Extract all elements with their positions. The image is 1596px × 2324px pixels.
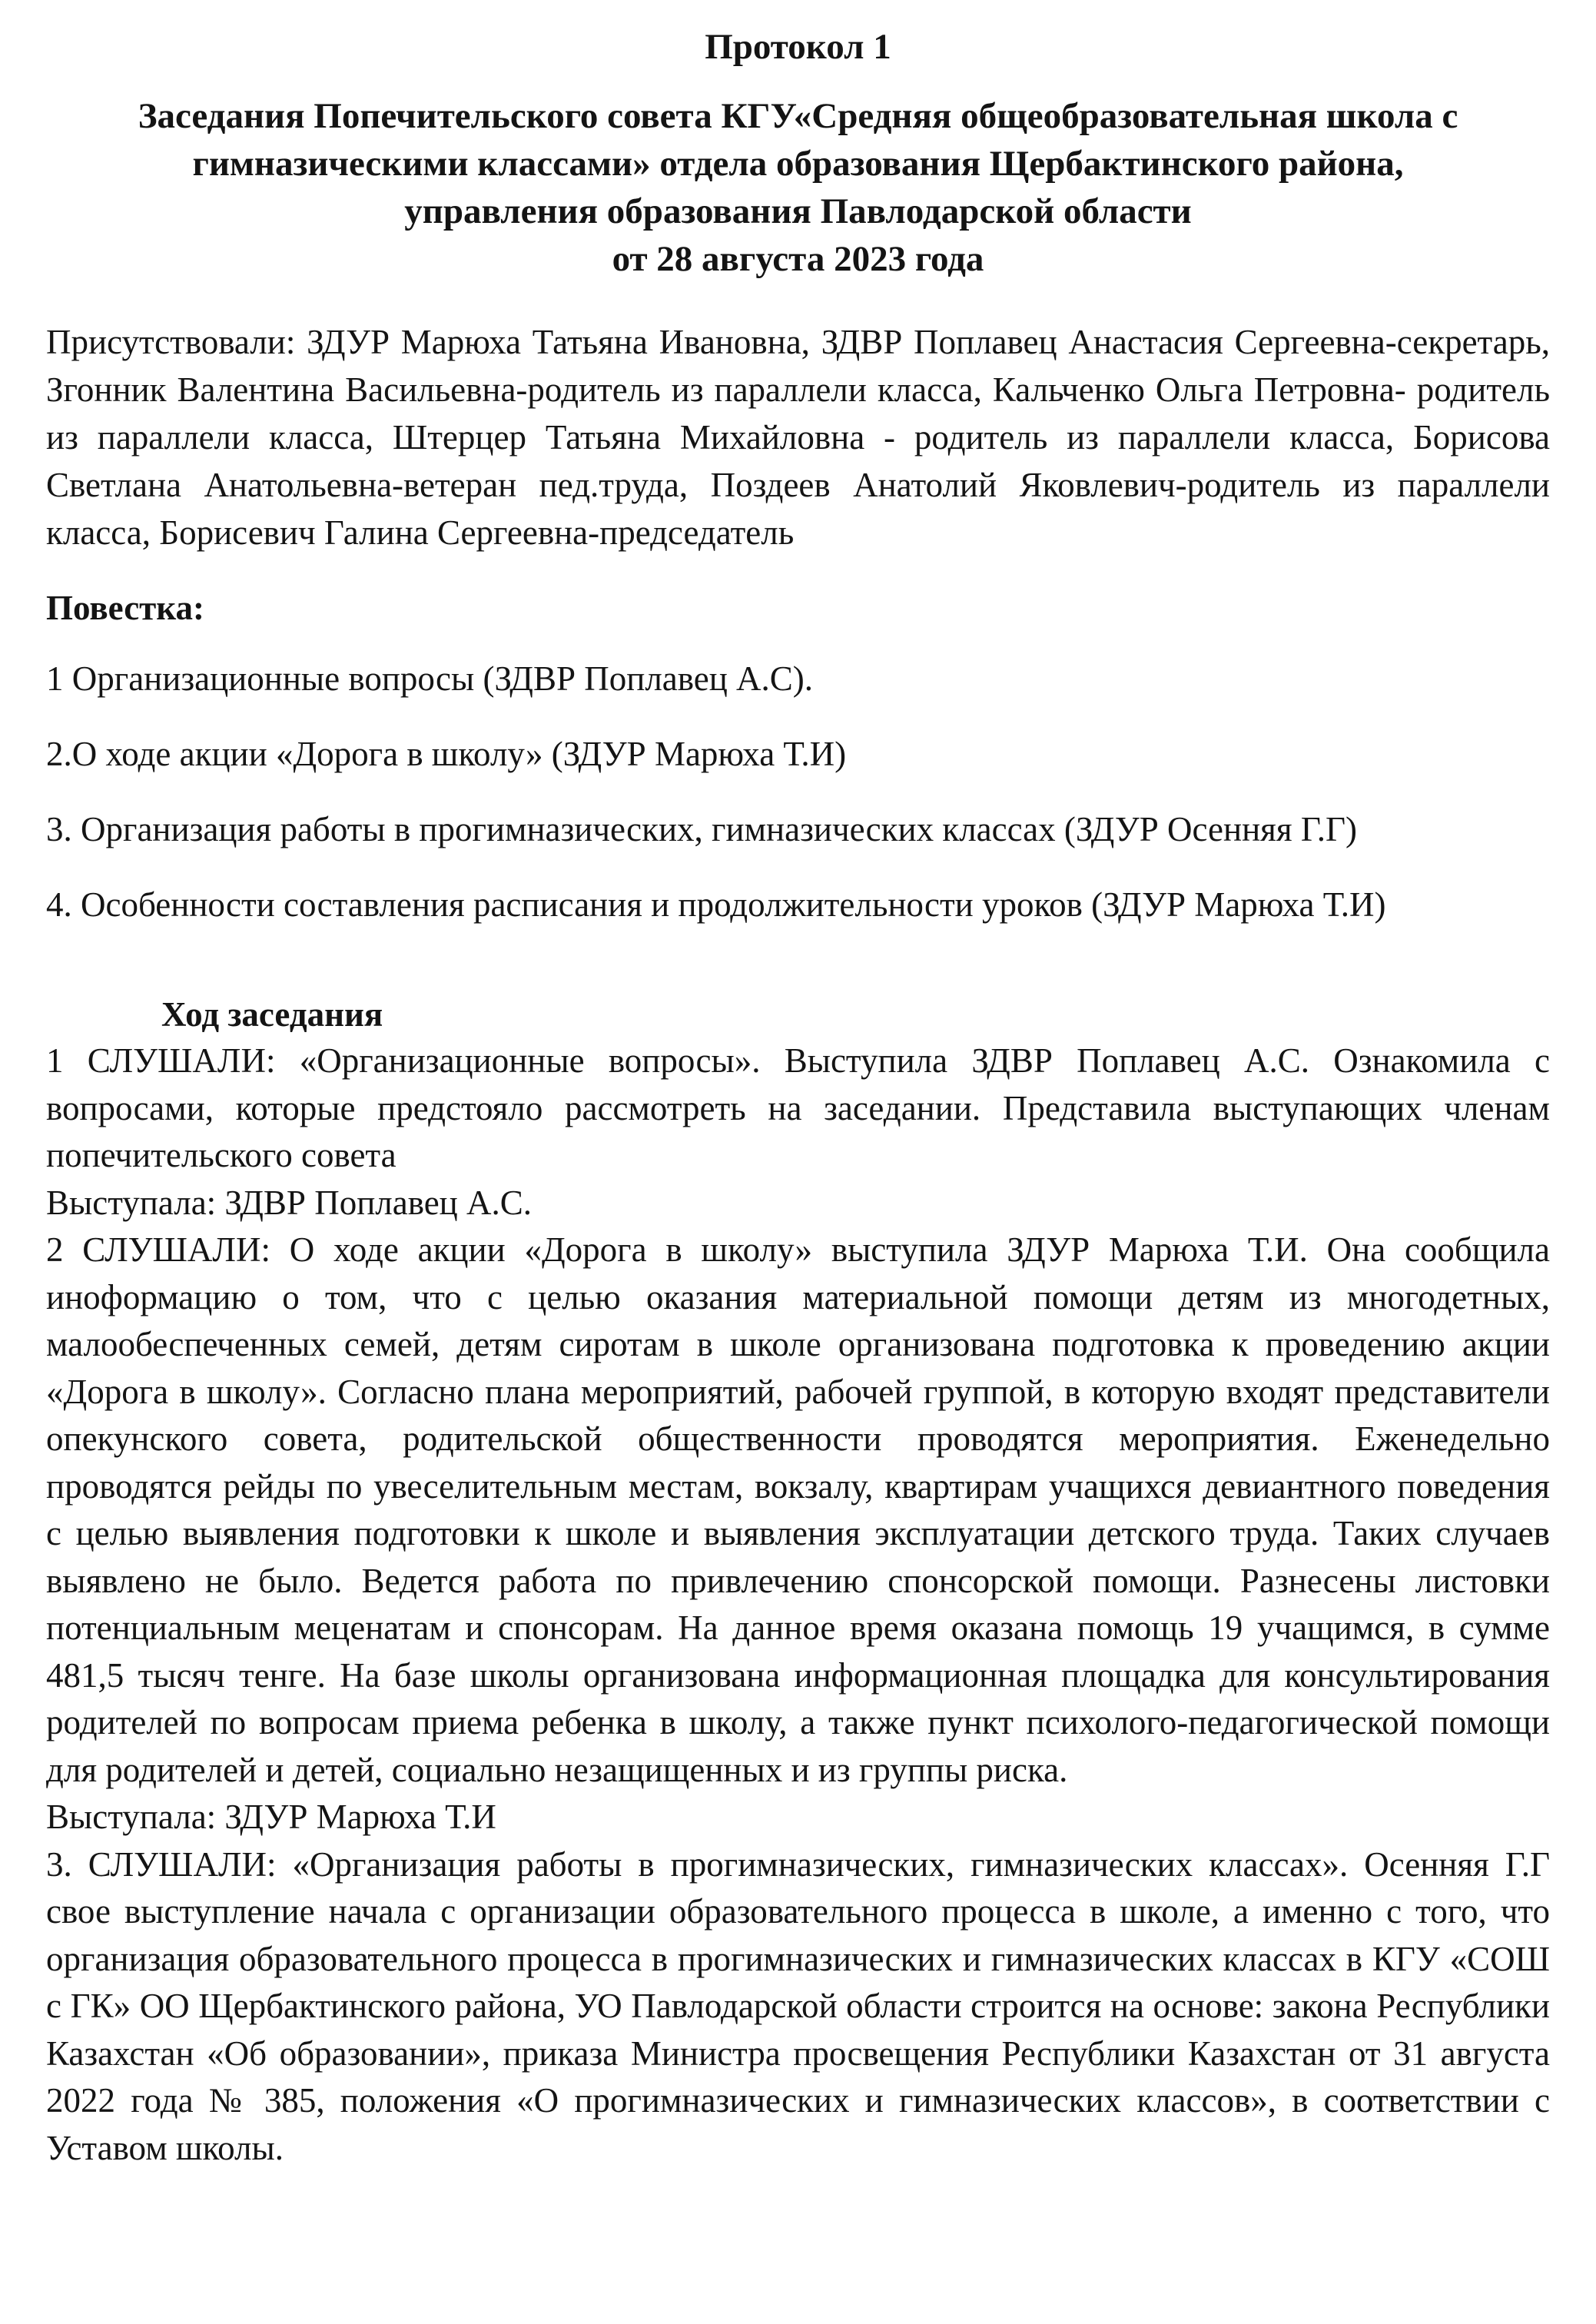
attendees-paragraph: Присутствовали: ЗДУР Марюха Татьяна Ивановна, ЗДВР Поплавец Анастасия Сергеевна-секретарь, Згонник Валентина Васильевна-родитель из параллели класса, Кальченко Ольга Петровна- родитель из параллели класса, Штерцер Татьяна Михайловна - родитель из параллели класса, Борисова Светлана Анатольевна-ветеран пед.труда, Поздеев Анатолий Яковлевич-родитель из параллели класса, Борисевич Галина Сергеевна-председатель bbox=[46, 323, 1550, 552]
item-2-speaker: Выступала: ЗДУР Марюха Т.И bbox=[46, 1798, 496, 1836]
agenda-item-1: 1 Организационные вопросы (ЗДВР Поплавец А.С). bbox=[46, 659, 814, 698]
heading-line-1: Заседания Попечительского совета КГУ«Средняя общеобразовательная школа с bbox=[138, 96, 1458, 136]
heading-line-4: от 28 августа 2023 года bbox=[612, 239, 984, 279]
agenda-item-4: 4. Особенности составления расписания и продолжительности уроков (ЗДУР Марюха Т.И) bbox=[46, 885, 1386, 924]
meeting-progress-title: Ход заседания bbox=[161, 995, 383, 1034]
item-1-paragraph: 1 СЛУШАЛИ: «Организационные вопросы». Выступила ЗДВР Поплавец А.С. Ознакомила с вопросами, которые предстояло рассмотреть на заседании. Представила выступающих членам попечительского совета bbox=[46, 1041, 1550, 1174]
heading-line-3: управления образования Павлодарской области bbox=[404, 191, 1192, 231]
item-1-speaker: Выступала: ЗДВР Поплавец А.С. bbox=[46, 1183, 533, 1222]
document-heading bbox=[46, 92, 1550, 283]
item-2-paragraph: 2 СЛУШАЛИ: О ходе акции «Дорога в школу» выступила ЗДУР Марюха Т.И. Она сообщила иноформацию о том, что с целью оказания материальной помощи детям из многодетных, малообеспеченных семей, детям сиротам в школе организована подготовка к проведению акции «Дорога в школу». Согласно плана мероприятий, рабочей группой, в которую входят представители опекунского совета, родительской общественности проводятся мероприятия. Еженедельно проводятся рейды по увеселительным местам, вокзалу, квартирам учащихся девиантного поведения с целью выявления подготовки к школе и выявления эксплуатации детского труда. Таких случаев выявлено не было. Ведется работа по привлечению спонсорской помощи. Разнесены листовки потенциальным меценатам и спонсорам. На данное время оказана помощь 19 учащимся, в сумме 481,5 тысяч тенге. На базе школы организована информационная площадка для консультирования родителей по вопросам приема ребенка в школу, а также пункт психолого-педагогической помощи для родителей и детей, социально незащищенных и из группы риска. bbox=[46, 1230, 1550, 1789]
agenda-item-3: 3. Организация работы в прогимназических, гимназических классах (ЗДУР Осенняя Г.Г) bbox=[46, 810, 1358, 848]
agenda-title: Повестка: bbox=[46, 589, 205, 627]
item-3-paragraph: 3. СЛУШАЛИ: «Организация работы в прогимназических, гимназических классах». Осенняя Г.Г свое выступление начала с организации образовательного процесса в школе, а именно с того, что организация образовательного процесса в прогимназических и гимназических классах в КГУ «СОШ с ГК» ОО Щербактинского района, УО Павлодарской области строится на основе: закона Республики Казахстан «Об образовании», приказа Министра просвещения Республики Казахстан от 31 августа 2022 года № 385, положения «О прогимназических и гимназических классов», в соответствии с Уставом школы. bbox=[46, 1844, 1550, 2167]
document-title: Протокол 1 bbox=[705, 27, 891, 67]
meeting-progress-body bbox=[46, 1038, 1550, 2172]
heading-line-2: гимназическими классами» отдела образования Щербактинского района, bbox=[192, 144, 1404, 184]
agenda-item-2: 2.О ходе акции «Дорога в школу» (ЗДУР Марюха Т.И) bbox=[46, 735, 847, 773]
